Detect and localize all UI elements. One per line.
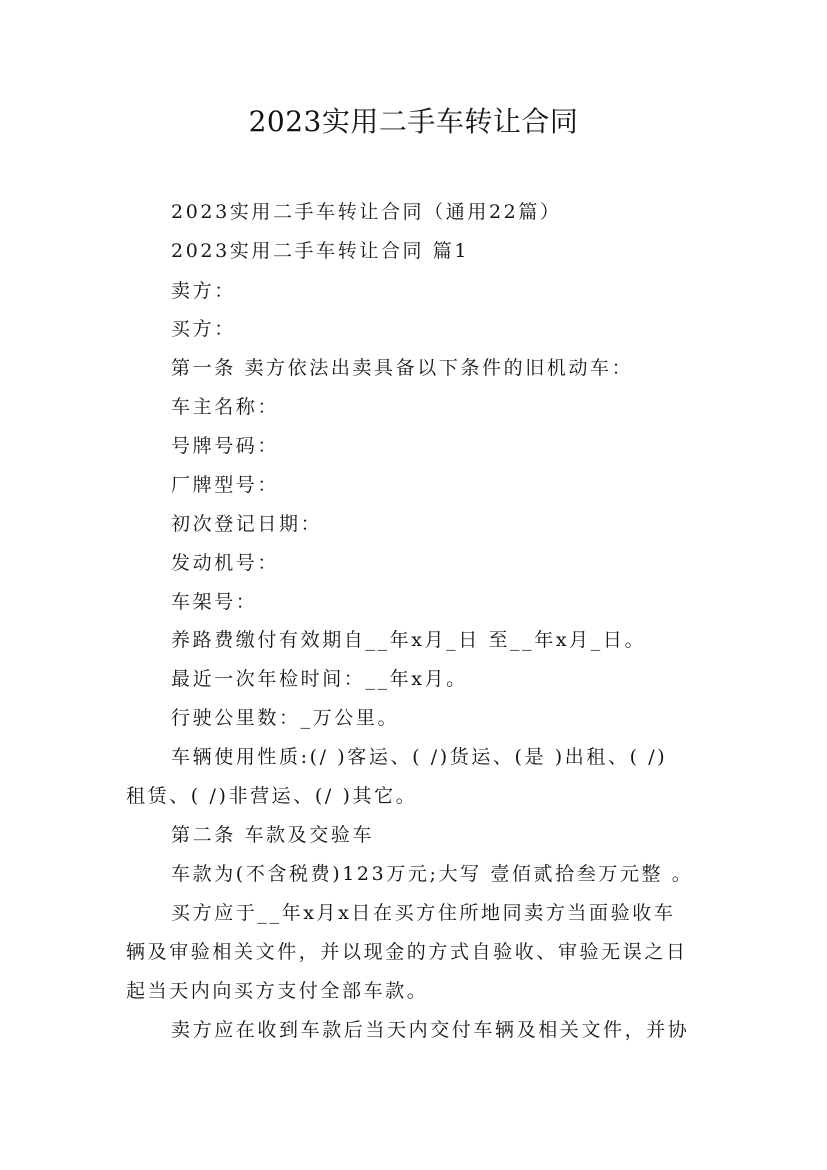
price-line: 车款为(不含税费)123万元;大写 壹佰贰拾叁万元整 。 xyxy=(171,863,694,885)
last-inspection-line: 最近一次年检时间：__年x月。 xyxy=(171,668,468,690)
contract-subtitle: 2023实用二手车转让合同（通用22篇） xyxy=(171,201,562,223)
chassis-number-field: 车架号： xyxy=(171,591,258,613)
paragraph-inspection-line-1: 买方应于__年x月x日在买方住所地同卖方当面验收车 xyxy=(171,902,676,924)
article-1-heading: 第一条 卖方依法出卖具备以下条件的旧机动车： xyxy=(171,357,634,379)
paragraph-inspection-line-3: 起当天内向买方支付全部车款。 xyxy=(126,980,429,1002)
vehicle-usage-line-continued: 租赁、( /)非营运、(/ )其它。 xyxy=(126,785,418,807)
plate-number-field: 号牌号码： xyxy=(171,435,280,457)
section-heading-part-1: 2023实用二手车转让合同 篇1 xyxy=(171,240,470,262)
paragraph-delivery-line-1: 卖方应在收到车款后当天内交付车辆及相关文件，并协 xyxy=(171,1019,690,1041)
seller-field: 卖方： xyxy=(171,280,236,302)
paragraph-inspection-line-2: 辆及审验相关文件，并以现金的方式自验收、审验无误之日 xyxy=(126,941,688,963)
road-fee-validity-line: 养路费缴付有效期自__年x月_日 至__年x月_日。 xyxy=(171,629,647,651)
engine-number-field: 发动机号： xyxy=(171,552,280,574)
brand-model-field: 厂牌型号： xyxy=(171,474,280,496)
article-2-heading: 第二条 车款及交验车 xyxy=(171,824,375,846)
mileage-line: 行驶公里数：_万公里。 xyxy=(171,707,400,729)
owner-name-field: 车主名称： xyxy=(171,396,280,418)
document-title: 2023实用二手车转让合同 xyxy=(248,105,579,138)
first-registration-date-field: 初次登记日期： xyxy=(171,513,323,535)
buyer-field: 买方： xyxy=(171,318,236,340)
vehicle-usage-line: 车辆使用性质:(/ )客运、( /)货运、(是 )出租、( /) xyxy=(171,746,668,768)
